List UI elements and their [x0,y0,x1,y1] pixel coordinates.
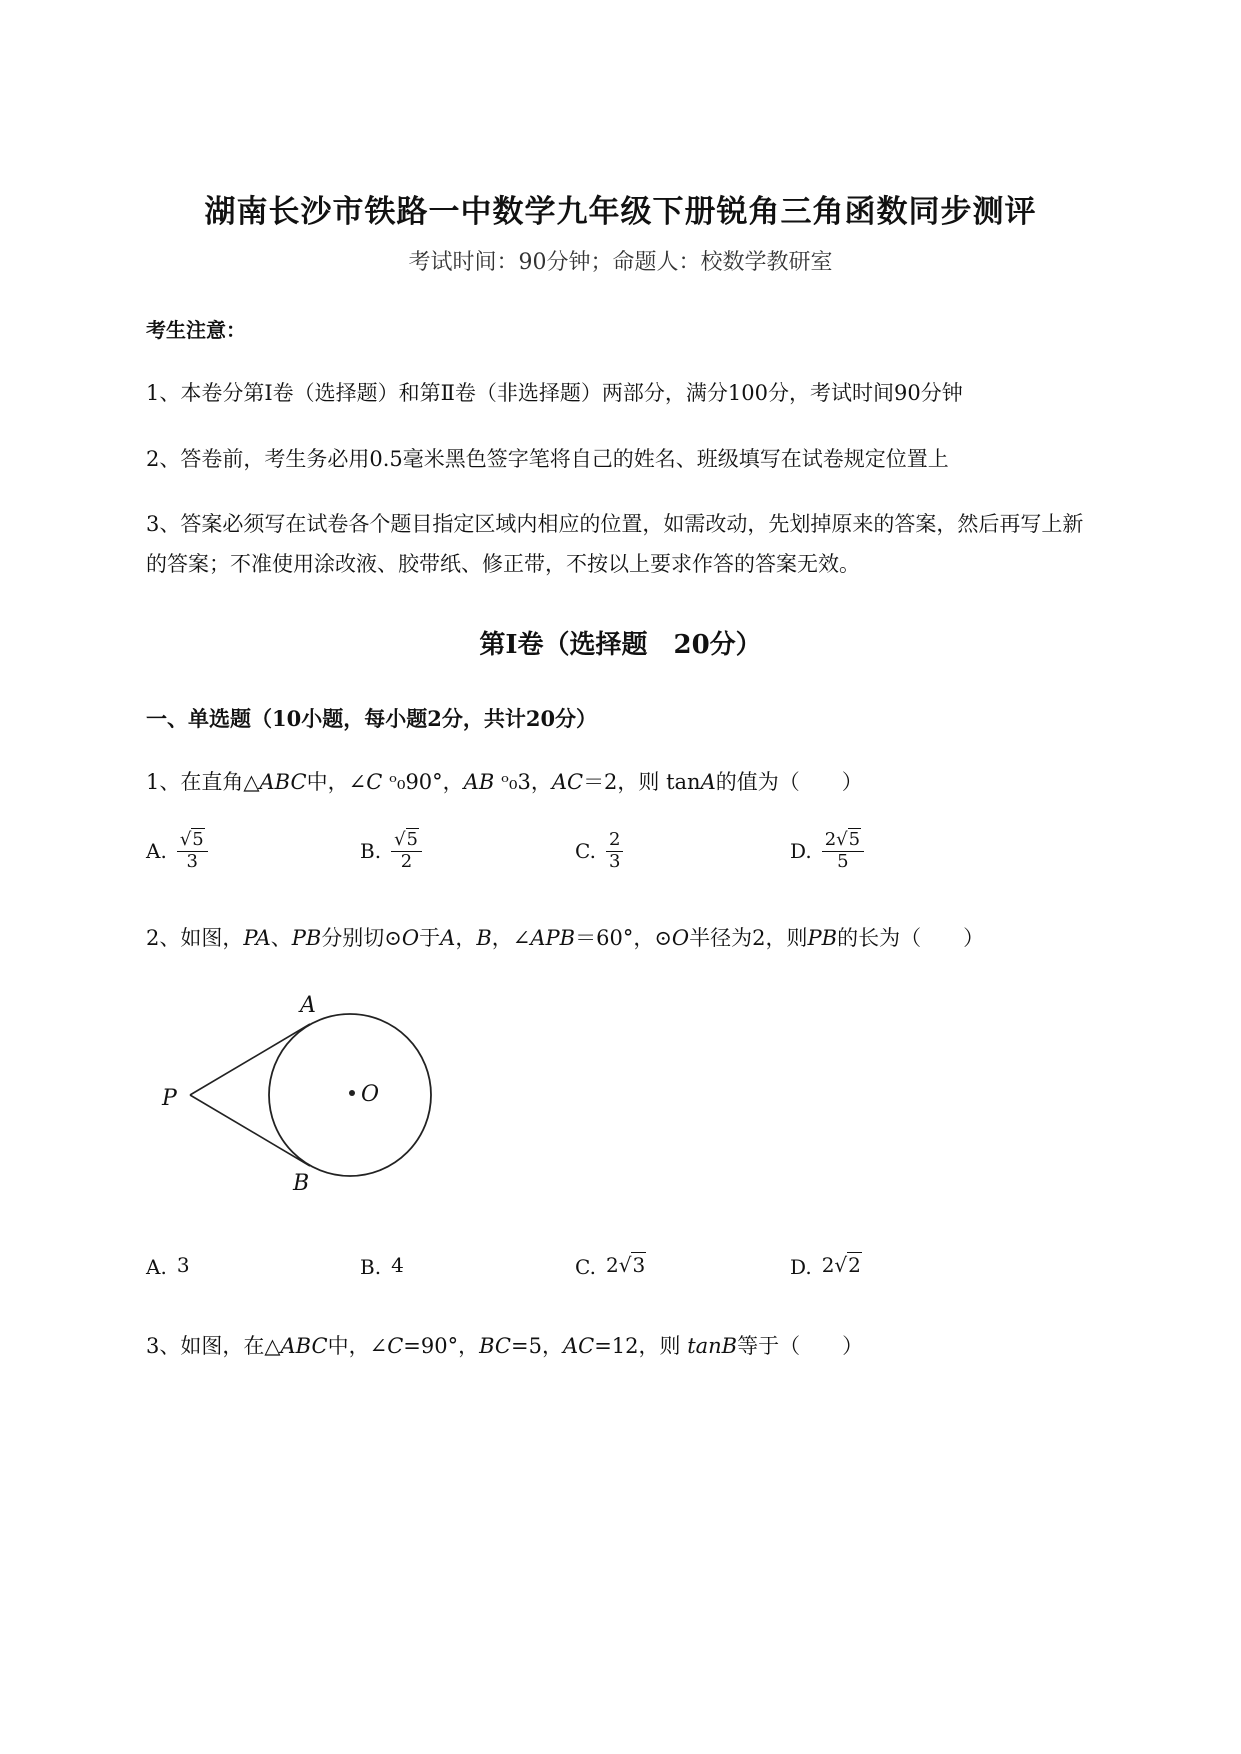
q1-option-b[interactable] [360,830,422,872]
label-o: O [361,1082,380,1107]
notice-line-3a: 3、答案必须写在试卷各个题目指定区域内相应的位置，如需改动，先划掉原来的答案，然后再写上新 [146,512,1084,536]
q1-text: 的值为（ ） [715,770,863,794]
option-label: B. [360,1254,382,1279]
q2-option-d[interactable]: D. 2√2 [790,1253,861,1279]
fraction: $\frac{√5}{3}$ [177,830,208,872]
q1-var: AB [463,770,495,794]
option-label: C. [575,1254,596,1279]
q2-text: 的长为（ ） [837,926,985,950]
q1-text: 1、在直角△ [146,770,260,794]
q3-var: C [387,1334,404,1358]
coefficient: 2 [605,1253,619,1277]
center-dot [349,1090,355,1096]
option-label: A. [146,839,167,864]
fraction: $\frac{√5}{2}$ [391,830,422,872]
denominator: 5 [837,850,849,872]
coefficient: 2 [824,829,837,850]
option-label: C. [575,839,596,864]
tangent-circle-figure [150,990,450,1195]
denominator: 2 [400,850,413,872]
fraction [606,830,623,872]
question-1 [146,766,863,796]
q1-var: C [366,770,383,794]
q3-var: tanB [687,1334,738,1358]
q2-option-c[interactable]: C. 2√3 [575,1253,646,1279]
q2-text: 半径为2，则 [689,926,808,950]
q1-var: AC [551,770,584,794]
q3-var: BC [479,1334,511,1358]
fraction: $\frac{2√5}{5}$ [822,830,864,872]
option-label: A. [146,1254,167,1279]
q2-var: B [476,926,492,950]
exam-title: 湖南长沙市铁路一中数学九年级下册锐角三角函数同步测评 [204,194,1037,230]
notice-heading: 考生注意： [146,318,246,342]
section-title: 第Ⅰ卷（选择题 20分） [479,630,762,660]
numerator: 2 [606,830,623,852]
exam-subtitle: 考试时间：90分钟；命题人：校数学教研室 [408,250,833,275]
q2-var: PA [243,926,271,950]
q2-option-b[interactable] [360,1253,404,1279]
q3-text: =12，则 [594,1334,688,1358]
q2-var: O [401,926,420,950]
tangent-pa [190,1024,310,1095]
q1-option-d[interactable] [790,830,864,872]
q1-text: ＝2，则 tan [583,770,701,794]
q2-var: APB [530,926,576,950]
q2-var: PB [807,926,838,950]
q1-var: ABC [259,770,307,794]
radicand: 5 [406,829,418,850]
option-value: 4 [391,1253,404,1277]
radicand: 5 [848,829,861,850]
q2-text: ＝60°，⊙ [575,926,672,950]
radicand: 5 [192,829,204,850]
q1-var: A [700,770,716,794]
q2-text: 于 [419,926,441,950]
q1-text: ᵒ₀90°， [382,770,464,794]
q3-var: AC [562,1334,595,1358]
q2-text: 2、如图， [146,926,244,950]
q2-text: 、 [270,926,292,950]
notice-line-3b: 的答案；不准使用涂改液、胶带纸、修正带，不按以上要求作答的答案无效。 [146,552,860,576]
label-b: B [293,1171,310,1195]
part-heading: 一、单选题（10小题，每小题2分，共计20分） [146,706,598,731]
notice-line-1: 1、本卷分第Ⅰ卷（选择题）和第Ⅱ卷（非选择题）两部分，满分100分，考试时间90分钟 [146,381,963,405]
q2-option-a[interactable] [146,1253,190,1279]
q2-text: 分别切⊙ [321,926,402,950]
q1-text: 中，∠ [306,770,367,794]
radicand: 2 [848,1253,861,1277]
q3-text: 3、如图，在△ [146,1334,281,1358]
q3-var: ABC [280,1334,328,1358]
q1-option-c[interactable] [575,830,623,872]
option-value: 3 [176,1253,190,1277]
denominator: 3 [186,850,198,872]
notice-line-2: 2、答卷前，考生务必用0.5毫米黑色签字笔将自己的姓名、班级填写在试卷规定位置上 [146,447,949,471]
tangent-pb [190,1095,310,1166]
q2-var: O [671,926,690,950]
radicand: 3 [632,1253,646,1277]
q1-text: ᵒ₀3， [494,770,552,794]
q2-var: A [440,926,456,950]
question-2 [146,922,984,952]
option-label: D. [790,1254,812,1279]
q3-text: 等于（ ） [737,1334,864,1358]
label-a: A [300,993,316,1018]
q3-text: =90°， [403,1334,480,1358]
q3-text: =5， [510,1334,563,1358]
question-3 [146,1330,863,1360]
q2-text: ，∠ [491,926,531,950]
coefficient: 2 [821,1253,835,1277]
option-label: D. [790,839,812,864]
q2-var: PB [291,926,322,950]
denominator: 3 [608,850,621,872]
q3-text: 中，∠ [327,1334,388,1358]
q1-option-a[interactable] [146,830,208,872]
option-label: B. [360,839,382,864]
label-p: P [162,1086,177,1111]
q2-text: ， [455,926,477,950]
